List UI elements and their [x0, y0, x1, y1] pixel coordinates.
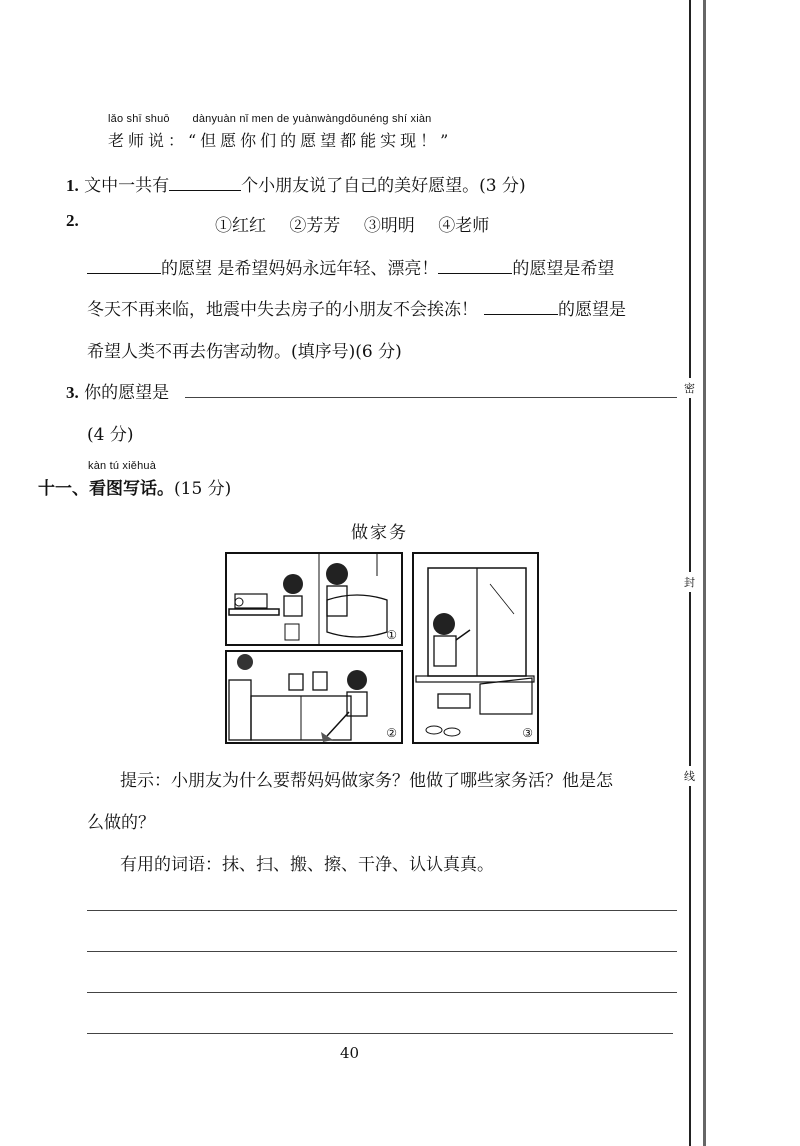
question-number: 3. [66, 383, 79, 402]
option-2: ②芳芳 [289, 216, 341, 236]
writing-line-1[interactable] [87, 910, 677, 911]
question-3-score: (4 分) [87, 425, 134, 445]
writing-line-4[interactable] [87, 1033, 673, 1034]
panel-label-3: ③ [522, 726, 533, 740]
option-3: ③明明 [363, 216, 415, 236]
writing-line-2[interactable] [87, 951, 677, 952]
wiping-table-illustration [227, 554, 401, 644]
q2-line2-b: 的愿望是 [558, 300, 626, 320]
picture-panel-3 [412, 552, 539, 744]
writing-line-3[interactable] [87, 992, 677, 993]
useful-words: 有用的词语：抹、扫、搬、擦、干净、认认真真。 [120, 855, 494, 875]
question-2-line-2 [87, 295, 626, 320]
margin-label-feng: 封 [684, 572, 695, 592]
q2-line1-a: 的愿望 是希望妈妈永远年轻、漂亮！ [161, 259, 439, 279]
question-1-text-before: 文中一共有 [84, 176, 170, 196]
answer-blank[interactable] [438, 259, 512, 274]
option-1: ①红红 [215, 216, 266, 236]
option-4: ④老师 [438, 216, 490, 236]
section-11-score: (15 分) [174, 479, 232, 499]
hint-line-1: 提示：小朋友为什么要帮妈妈做家务？他做了哪些家务活？他是怎 [120, 771, 613, 791]
question-3-text: 你的愿望是 [84, 383, 170, 403]
question-1-text-after: 个小朋友说了自己的美好愿望。(3 分) [241, 176, 526, 196]
panel-label-2: ② [386, 726, 397, 740]
question-2-options [215, 211, 489, 236]
binding-line-outer [703, 0, 706, 1146]
answer-line-q3[interactable] [185, 397, 677, 398]
question-3 [66, 378, 169, 403]
q2-line2-a: 冬天不再来临，地震中失去房子的小朋友不会挨冻！ [87, 300, 478, 320]
question-number: 1. [66, 176, 79, 195]
section-11-heading [38, 474, 231, 499]
section-11-title: 十一、看图写话。 [38, 479, 174, 499]
panel-label-1: ① [386, 628, 397, 642]
answer-blank[interactable] [484, 300, 558, 315]
question-2-number: 2. [66, 211, 79, 230]
q2-line1-b: 的愿望是希望 [512, 259, 615, 279]
question-2-line-1 [87, 254, 614, 279]
hint-line-2: 么做的？ [87, 813, 155, 833]
sweeping-floor-illustration [227, 652, 401, 742]
margin-label-xian: 线 [684, 766, 695, 786]
picture-panel-1 [225, 552, 403, 646]
picture-panel-2 [225, 650, 403, 744]
cleaning-window-illustration [414, 554, 537, 742]
margin-label-mi: 密 [684, 378, 695, 398]
poem-pinyin: lǎo shī shuō dànyuàn nǐ men de yuànwàngdōunéng shí xiàn [108, 113, 432, 125]
picture-title: 做家务 [351, 523, 408, 543]
question-2-line-3: 希望人类不再去伤害动物。(填序号)(6 分) [87, 342, 402, 362]
poem-line: 老师说：“但愿你们的愿望都能实现！” [108, 131, 453, 150]
answer-blank[interactable] [169, 176, 241, 191]
section-11-pinyin: kàn tú xiěhuà [88, 460, 157, 472]
page-number: 40 [340, 1044, 360, 1062]
question-1 [66, 171, 526, 196]
answer-blank[interactable] [87, 259, 161, 274]
